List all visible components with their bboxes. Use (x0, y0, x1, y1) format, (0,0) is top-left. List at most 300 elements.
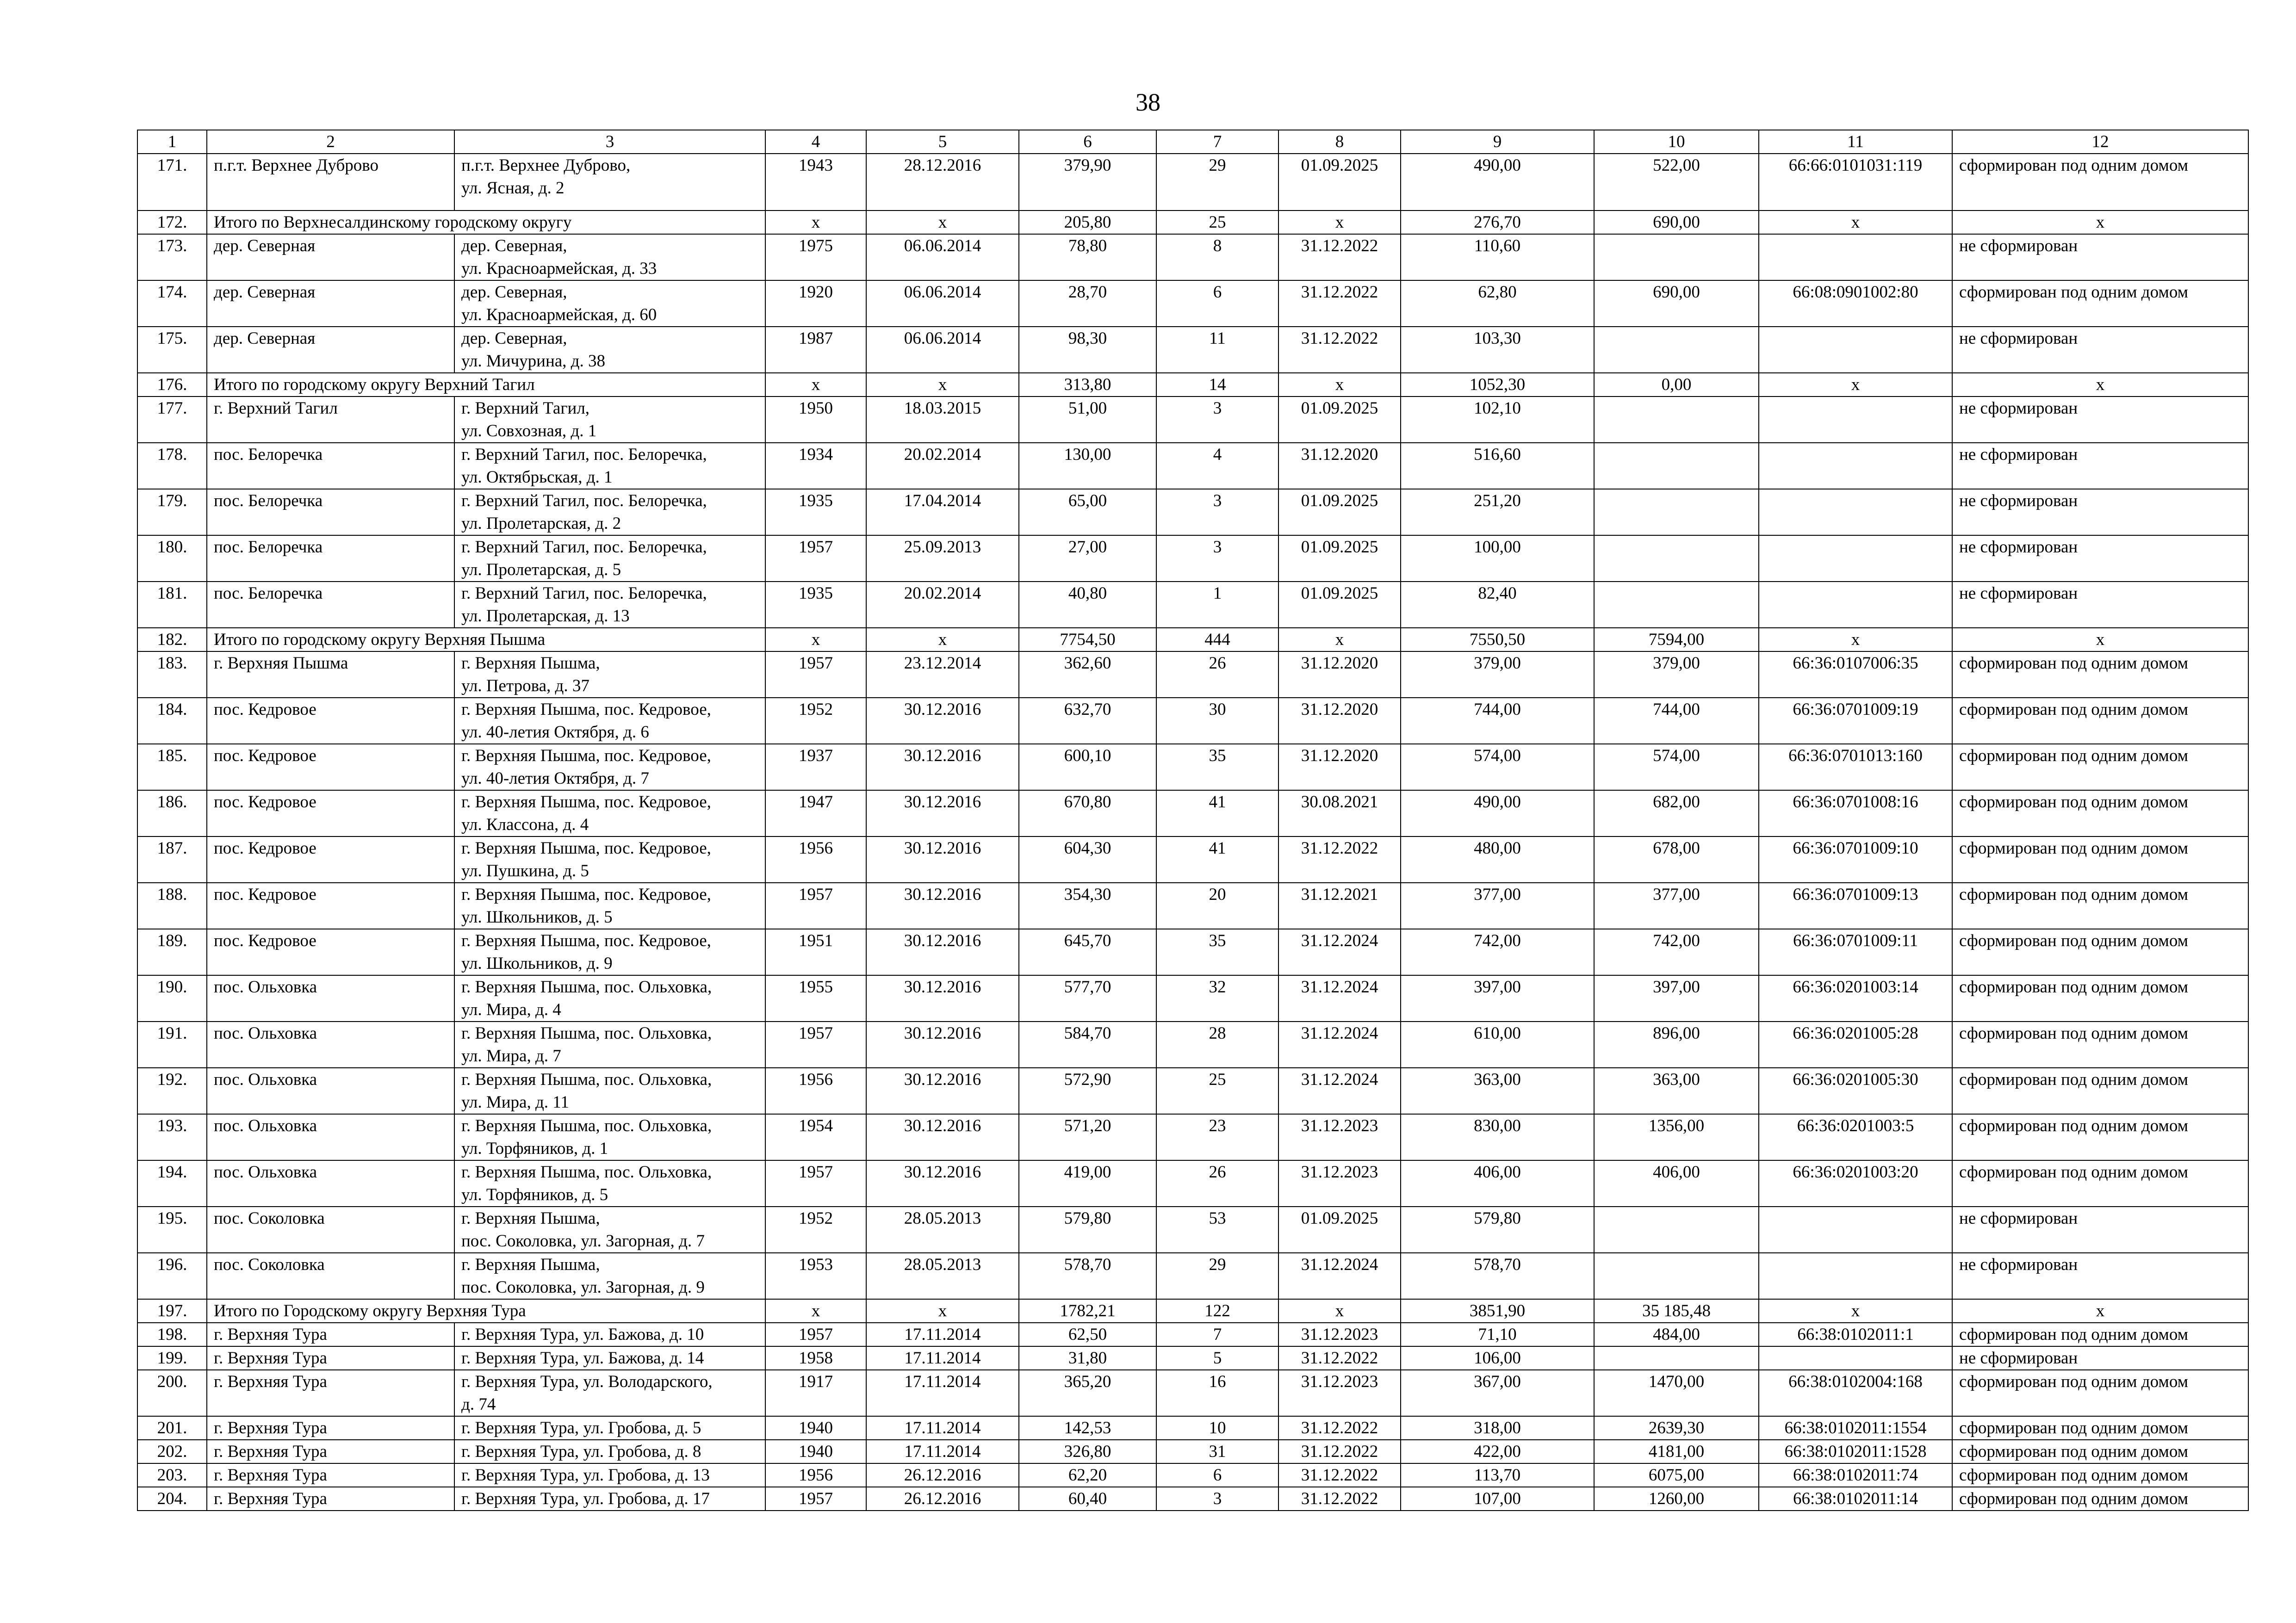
address-line: г. Верхняя Пышма, пос. Кедровое, (461, 931, 711, 950)
year-built: 1937 (765, 744, 866, 790)
address-line: г. Верхняя Пышма, пос. Кедровое, (461, 746, 711, 765)
residents-count: 35 (1156, 744, 1278, 790)
address-line: д. 74 (461, 1395, 496, 1414)
row-number: 187. (137, 836, 207, 883)
residents-count: 26 (1156, 1160, 1278, 1207)
address (454, 582, 765, 628)
year-built: 1950 (765, 396, 866, 443)
settlement-name: пос. Ольховка (207, 1022, 454, 1068)
land-area-value: 690,00 (1594, 280, 1759, 327)
row-number: 183. (137, 651, 207, 698)
resettlement-deadline: 31.12.2024 (1278, 1253, 1401, 1299)
resettlement-deadline: 31.12.2022 (1278, 1416, 1401, 1440)
resettlement-deadline: 31.12.2020 (1278, 744, 1401, 790)
resettlement-deadline: 01.09.2025 (1278, 1207, 1401, 1253)
address (454, 154, 765, 211)
settlement-name: пос. Кедровое (207, 883, 454, 929)
area-value: 205,80 (1019, 211, 1156, 234)
address-line: ул. Совхозная, д. 1 (461, 421, 597, 440)
address-line: дер. Северная, (461, 236, 567, 255)
land-status: х (1952, 1299, 2248, 1323)
recognition-date: 28.05.2013 (866, 1253, 1019, 1299)
cadastral-number (1759, 396, 1952, 443)
row-number: 203. (137, 1463, 207, 1487)
area-value: 579,80 (1019, 1207, 1156, 1253)
land-status: сформирован под одним домом (1952, 1323, 2248, 1346)
area-value: 62,20 (1019, 1463, 1156, 1487)
row-number: 174. (137, 280, 207, 327)
table-row (137, 1346, 2248, 1370)
address-line: ул. Октябрьская, д. 1 (461, 468, 613, 487)
address (454, 744, 765, 790)
year-built: 1935 (765, 582, 866, 628)
land-area-value: 377,00 (1594, 883, 1759, 929)
recognition-date: 30.12.2016 (866, 744, 1019, 790)
recognition-date: 17.11.2014 (866, 1323, 1019, 1346)
resettlement-deadline: 30.08.2021 (1278, 790, 1401, 836)
land-area-value: 7594,00 (1594, 628, 1759, 651)
area-value: 354,30 (1019, 883, 1156, 929)
settlement-name: пос. Белоречка (207, 443, 454, 489)
row-number: 201. (137, 1416, 207, 1440)
cadastral-number (1759, 535, 1952, 582)
area-value: 142,53 (1019, 1416, 1156, 1440)
recognition-date: 06.06.2014 (866, 327, 1019, 373)
address-line: г. Верхняя Тура, ул. Бажова, д. 14 (461, 1349, 704, 1368)
year-built: 1952 (765, 1207, 866, 1253)
year-built: 1957 (765, 883, 866, 929)
col9-value: 102,10 (1401, 396, 1594, 443)
land-status: сформирован под одним домом (1952, 790, 2248, 836)
land-area-value: 406,00 (1594, 1160, 1759, 1207)
land-status: не сформирован (1952, 327, 2248, 373)
address (454, 651, 765, 698)
residents-count: 7 (1156, 1323, 1278, 1346)
land-status: сформирован под одним домом (1952, 836, 2248, 883)
area-value: 78,80 (1019, 234, 1156, 280)
year-built: 1987 (765, 327, 866, 373)
address-line: ул. Красноармейская, д. 60 (461, 305, 657, 324)
address-line: пос. Соколовка, ул. Загорная, д. 7 (461, 1232, 705, 1251)
recognition-date: 30.12.2016 (866, 1160, 1019, 1207)
land-area-value: 1356,00 (1594, 1114, 1759, 1160)
recognition-date: 26.12.2016 (866, 1487, 1019, 1511)
row-number: 199. (137, 1346, 207, 1370)
settlement-name: дер. Северная (207, 327, 454, 373)
address-line: г. Верхняя Пышма, (461, 654, 600, 673)
col9-value: 251,20 (1401, 489, 1594, 535)
cadastral-number: 66:36:0701009:19 (1759, 698, 1952, 744)
row-number: 195. (137, 1207, 207, 1253)
resettlement-deadline: 31.12.2022 (1278, 327, 1401, 373)
table-row (137, 1068, 2248, 1114)
table-row (137, 535, 2248, 582)
col9-value: 578,70 (1401, 1253, 1594, 1299)
resettlement-deadline: 01.09.2025 (1278, 396, 1401, 443)
address (454, 489, 765, 535)
resettlement-deadline: 31.12.2020 (1278, 698, 1401, 744)
land-area-value: 0,00 (1594, 373, 1759, 396)
land-area-value: 574,00 (1594, 744, 1759, 790)
settlement-name: пос. Кедровое (207, 698, 454, 744)
total-label: Итого по Верхнесалдинскому городскому округу (207, 211, 765, 234)
resettlement-deadline: 31.12.2021 (1278, 883, 1401, 929)
settlement-name: п.г.т. Верхнее Дуброво (207, 154, 454, 211)
resettlement-deadline: х (1278, 1299, 1401, 1323)
address-line: ул. Красноармейская, д. 33 (461, 259, 657, 278)
table-row (137, 489, 2248, 535)
settlement-name: дер. Северная (207, 280, 454, 327)
table-row (137, 280, 2248, 327)
year-built: 1947 (765, 790, 866, 836)
column-header-3: 3 (454, 130, 765, 154)
land-area-value: 896,00 (1594, 1022, 1759, 1068)
area-value: 362,60 (1019, 651, 1156, 698)
address (454, 280, 765, 327)
year-built: 1956 (765, 1068, 866, 1114)
address (454, 535, 765, 582)
land-status: х (1952, 373, 2248, 396)
land-status: сформирован под одним домом (1952, 651, 2248, 698)
address-line: ул. Мира, д. 4 (461, 1000, 561, 1019)
residents-count: 28 (1156, 1022, 1278, 1068)
residents-count: 1 (1156, 582, 1278, 628)
recognition-date: 30.12.2016 (866, 975, 1019, 1022)
address (454, 975, 765, 1022)
recognition-date: 06.06.2014 (866, 234, 1019, 280)
address-line: г. Верхний Тагил, пос. Белоречка, (461, 491, 707, 510)
residents-count: 35 (1156, 929, 1278, 975)
address-line: г. Верхняя Тура, ул. Гробова, д. 13 (461, 1466, 710, 1485)
land-status: сформирован под одним домом (1952, 1440, 2248, 1463)
row-number: 188. (137, 883, 207, 929)
residents-count: 11 (1156, 327, 1278, 373)
residents-count: 32 (1156, 975, 1278, 1022)
column-header-12: 12 (1952, 130, 2248, 154)
address-line: г. Верхняя Пышма, (461, 1209, 600, 1228)
land-status: не сформирован (1952, 1207, 2248, 1253)
address (454, 1416, 765, 1440)
residents-count: 29 (1156, 1253, 1278, 1299)
resettlement-deadline: 31.12.2023 (1278, 1370, 1401, 1416)
address (454, 883, 765, 929)
area-value: 60,40 (1019, 1487, 1156, 1511)
col9-value: 71,10 (1401, 1323, 1594, 1346)
resettlement-deadline: х (1278, 628, 1401, 651)
land-status: сформирован под одним домом (1952, 1463, 2248, 1487)
cadastral-number: х (1759, 211, 1952, 234)
address (454, 1370, 765, 1416)
land-area-value: 1260,00 (1594, 1487, 1759, 1511)
residents-count: 122 (1156, 1299, 1278, 1323)
cadastral-number: 66:38:0102011:1 (1759, 1323, 1952, 1346)
recognition-date: 26.12.2016 (866, 1463, 1019, 1487)
settlement-name: пос. Кедровое (207, 836, 454, 883)
total-row (137, 1299, 2248, 1323)
land-area-value: 522,00 (1594, 154, 1759, 211)
recognition-date: 25.09.2013 (866, 535, 1019, 582)
recognition-date: 23.12.2014 (866, 651, 1019, 698)
address (454, 698, 765, 744)
settlement-name: г. Верхняя Тура (207, 1346, 454, 1370)
row-number: 176. (137, 373, 207, 396)
address-line: ул. Торфяников, д. 1 (461, 1139, 608, 1158)
table-row (137, 1487, 2248, 1511)
resettlement-deadline: 31.12.2022 (1278, 836, 1401, 883)
address (454, 1463, 765, 1487)
residents-count: 31 (1156, 1440, 1278, 1463)
col9-value: 830,00 (1401, 1114, 1594, 1160)
address (454, 396, 765, 443)
land-status: х (1952, 211, 2248, 234)
column-header-1: 1 (137, 130, 207, 154)
cadastral-number: х (1759, 628, 1952, 651)
resettlement-deadline: х (1278, 373, 1401, 396)
row-number: 200. (137, 1370, 207, 1416)
col9-value: 82,40 (1401, 582, 1594, 628)
land-area-value: 4181,00 (1594, 1440, 1759, 1463)
address (454, 790, 765, 836)
area-value: 62,50 (1019, 1323, 1156, 1346)
recognition-date: 30.12.2016 (866, 790, 1019, 836)
address-line: ул. Пролетарская, д. 5 (461, 560, 621, 579)
table-row (137, 582, 2248, 628)
cadastral-number: 66:36:0701013:160 (1759, 744, 1952, 790)
column-header-9: 9 (1401, 130, 1594, 154)
year-built: 1957 (765, 651, 866, 698)
land-area-value (1594, 327, 1759, 373)
row-number: 190. (137, 975, 207, 1022)
address-line: ул. Мира, д. 7 (461, 1047, 561, 1065)
year-built: 1940 (765, 1416, 866, 1440)
cadastral-number: 66:66:0101031:119 (1759, 154, 1952, 211)
address (454, 1346, 765, 1370)
table-row (137, 975, 2248, 1022)
residents-count: 5 (1156, 1346, 1278, 1370)
residents-count: 4 (1156, 443, 1278, 489)
address-line: г. Верхняя Пышма, пос. Кедровое, (461, 700, 711, 719)
land-status: не сформирован (1952, 443, 2248, 489)
land-area-value: 744,00 (1594, 698, 1759, 744)
resettlement-deadline: 31.12.2022 (1278, 1440, 1401, 1463)
address-line: г. Верхняя Пышма, пос. Ольховка, (461, 1024, 712, 1043)
address-line: г. Верхний Тагил, пос. Белоречка, (461, 445, 707, 464)
settlement-name: пос. Белоречка (207, 489, 454, 535)
address (454, 929, 765, 975)
year-built: 1957 (765, 1323, 866, 1346)
table-row (137, 790, 2248, 836)
land-status: х (1952, 628, 2248, 651)
recognition-date: 17.11.2014 (866, 1440, 1019, 1463)
address-line: г. Верхняя Пышма, пос. Кедровое, (461, 839, 711, 858)
residents-count: 41 (1156, 790, 1278, 836)
column-header-7: 7 (1156, 130, 1278, 154)
table-row (137, 1440, 2248, 1463)
area-value: 98,30 (1019, 327, 1156, 373)
address (454, 1487, 765, 1511)
cadastral-number: 66:38:0102011:1554 (1759, 1416, 1952, 1440)
col9-value: 318,00 (1401, 1416, 1594, 1440)
address (454, 1323, 765, 1346)
area-value: 572,90 (1019, 1068, 1156, 1114)
residents-count: 3 (1156, 535, 1278, 582)
address (454, 1068, 765, 1114)
land-status: сформирован под одним домом (1952, 280, 2248, 327)
address-line: г. Верхний Тагил, пос. Белоречка, (461, 538, 707, 557)
col9-value: 490,00 (1401, 790, 1594, 836)
address (454, 327, 765, 373)
total-label: Итого по городскому округу Верхняя Пышма (207, 628, 765, 651)
residents-count: 3 (1156, 1487, 1278, 1511)
cadastral-number: 66:38:0102004:168 (1759, 1370, 1952, 1416)
land-status: сформирован под одним домом (1952, 883, 2248, 929)
address-line: ул. Торфяников, д. 5 (461, 1185, 608, 1204)
address-line: пос. Соколовка, ул. Загорная, д. 9 (461, 1278, 705, 1297)
year-built: 1957 (765, 1160, 866, 1207)
year-built: х (765, 1299, 866, 1323)
year-built: 1935 (765, 489, 866, 535)
residents-count: 6 (1156, 1463, 1278, 1487)
cadastral-number: 66:36:0107006:35 (1759, 651, 1952, 698)
land-status: сформирован под одним домом (1952, 1114, 2248, 1160)
land-status: не сформирован (1952, 234, 2248, 280)
col9-value: 113,70 (1401, 1463, 1594, 1487)
total-label: Итого по городскому округу Верхний Тагил (207, 373, 765, 396)
residents-count: 25 (1156, 211, 1278, 234)
address-line: ул. Петрова, д. 37 (461, 676, 590, 695)
col9-value: 100,00 (1401, 535, 1594, 582)
recognition-date: 30.12.2016 (866, 1068, 1019, 1114)
residents-count: 30 (1156, 698, 1278, 744)
area-value: 365,20 (1019, 1370, 1156, 1416)
row-number: 173. (137, 234, 207, 280)
cadastral-number (1759, 234, 1952, 280)
recognition-date: 06.06.2014 (866, 280, 1019, 327)
residents-count: 10 (1156, 1416, 1278, 1440)
address-line: дер. Северная, (461, 283, 567, 302)
col9-value: 3851,90 (1401, 1299, 1594, 1323)
cadastral-number: 66:36:0201005:30 (1759, 1068, 1952, 1114)
col9-value: 363,00 (1401, 1068, 1594, 1114)
address-line: г. Верхняя Тура, ул. Гробова, д. 17 (461, 1489, 710, 1508)
cadastral-number: 66:38:0102011:74 (1759, 1463, 1952, 1487)
land-status: не сформирован (1952, 396, 2248, 443)
settlement-name: г. Верхняя Тура (207, 1487, 454, 1511)
cadastral-number: 66:36:0701009:11 (1759, 929, 1952, 975)
land-area-value (1594, 396, 1759, 443)
year-built: 1958 (765, 1346, 866, 1370)
settlement-name: пос. Белоречка (207, 582, 454, 628)
resettlement-deadline: 31.12.2020 (1278, 651, 1401, 698)
settlement-name: пос. Ольховка (207, 1114, 454, 1160)
address-line: г. Верхняя Пышма, пос. Ольховка, (461, 1070, 712, 1089)
settlement-name: пос. Кедровое (207, 744, 454, 790)
resettlement-deadline: 31.12.2024 (1278, 975, 1401, 1022)
land-area-value: 690,00 (1594, 211, 1759, 234)
row-number: 197. (137, 1299, 207, 1323)
address-line: г. Верхняя Пышма, пос. Ольховка, (461, 1116, 712, 1135)
land-area-value (1594, 535, 1759, 582)
col9-value: 422,00 (1401, 1440, 1594, 1463)
column-header-10: 10 (1594, 130, 1759, 154)
resettlement-deadline: 01.09.2025 (1278, 154, 1401, 211)
table-row (137, 1253, 2248, 1299)
area-value: 379,90 (1019, 154, 1156, 211)
address-line: г. Верхняя Пышма, пос. Ольховка, (461, 978, 712, 997)
resettlement-deadline: 31.12.2024 (1278, 929, 1401, 975)
table-row (137, 1416, 2248, 1440)
address (454, 1114, 765, 1160)
total-row (137, 373, 2248, 396)
recognition-date: 17.04.2014 (866, 489, 1019, 535)
resettlement-deadline: 01.09.2025 (1278, 489, 1401, 535)
resettlement-deadline: 31.12.2024 (1278, 1068, 1401, 1114)
address-line: ул. Школьников, д. 5 (461, 908, 613, 927)
year-built: 1975 (765, 234, 866, 280)
col9-value: 610,00 (1401, 1022, 1594, 1068)
row-number: 182. (137, 628, 207, 651)
cadastral-number (1759, 1207, 1952, 1253)
table-row (137, 234, 2248, 280)
recognition-date: х (866, 1299, 1019, 1323)
year-built: 1920 (765, 280, 866, 327)
cadastral-number: 66:36:0201003:20 (1759, 1160, 1952, 1207)
area-value: 1782,21 (1019, 1299, 1156, 1323)
total-row (137, 628, 2248, 651)
land-area-value: 1470,00 (1594, 1370, 1759, 1416)
area-value: 27,00 (1019, 535, 1156, 582)
cadastral-number (1759, 1253, 1952, 1299)
table-row (137, 327, 2248, 373)
settlement-name: пос. Белоречка (207, 535, 454, 582)
table-row (137, 1463, 2248, 1487)
year-built: 1956 (765, 1463, 866, 1487)
table-body (137, 130, 2248, 1511)
col9-value: 579,80 (1401, 1207, 1594, 1253)
area-value: 419,00 (1019, 1160, 1156, 1207)
page-number: 38 (1136, 88, 1160, 116)
land-status: не сформирован (1952, 1253, 2248, 1299)
recognition-date: 30.12.2016 (866, 883, 1019, 929)
area-value: 600,10 (1019, 744, 1156, 790)
settlement-name: г. Верхняя Пышма (207, 651, 454, 698)
address-line: ул. Мичурина, д. 38 (461, 352, 605, 371)
residents-count: 53 (1156, 1207, 1278, 1253)
recognition-date: 17.11.2014 (866, 1370, 1019, 1416)
land-area-value (1594, 582, 1759, 628)
resettlement-deadline: 31.12.2024 (1278, 1022, 1401, 1068)
area-value: 577,70 (1019, 975, 1156, 1022)
table-row (137, 836, 2248, 883)
resettlement-deadline: 31.12.2023 (1278, 1323, 1401, 1346)
address (454, 1440, 765, 1463)
col9-value: 62,80 (1401, 280, 1594, 327)
land-status: сформирован под одним домом (1952, 1370, 2248, 1416)
area-value: 584,70 (1019, 1022, 1156, 1068)
address-line: ул. Классона, д. 4 (461, 815, 589, 834)
table-row (137, 1114, 2248, 1160)
year-built: 1940 (765, 1440, 866, 1463)
table-row (137, 1323, 2248, 1346)
year-built: 1954 (765, 1114, 866, 1160)
cadastral-number: 66:38:0102011:14 (1759, 1487, 1952, 1511)
row-number: 178. (137, 443, 207, 489)
row-number: 189. (137, 929, 207, 975)
row-number: 196. (137, 1253, 207, 1299)
residents-count: 41 (1156, 836, 1278, 883)
col9-value: 480,00 (1401, 836, 1594, 883)
table-row (137, 1022, 2248, 1068)
